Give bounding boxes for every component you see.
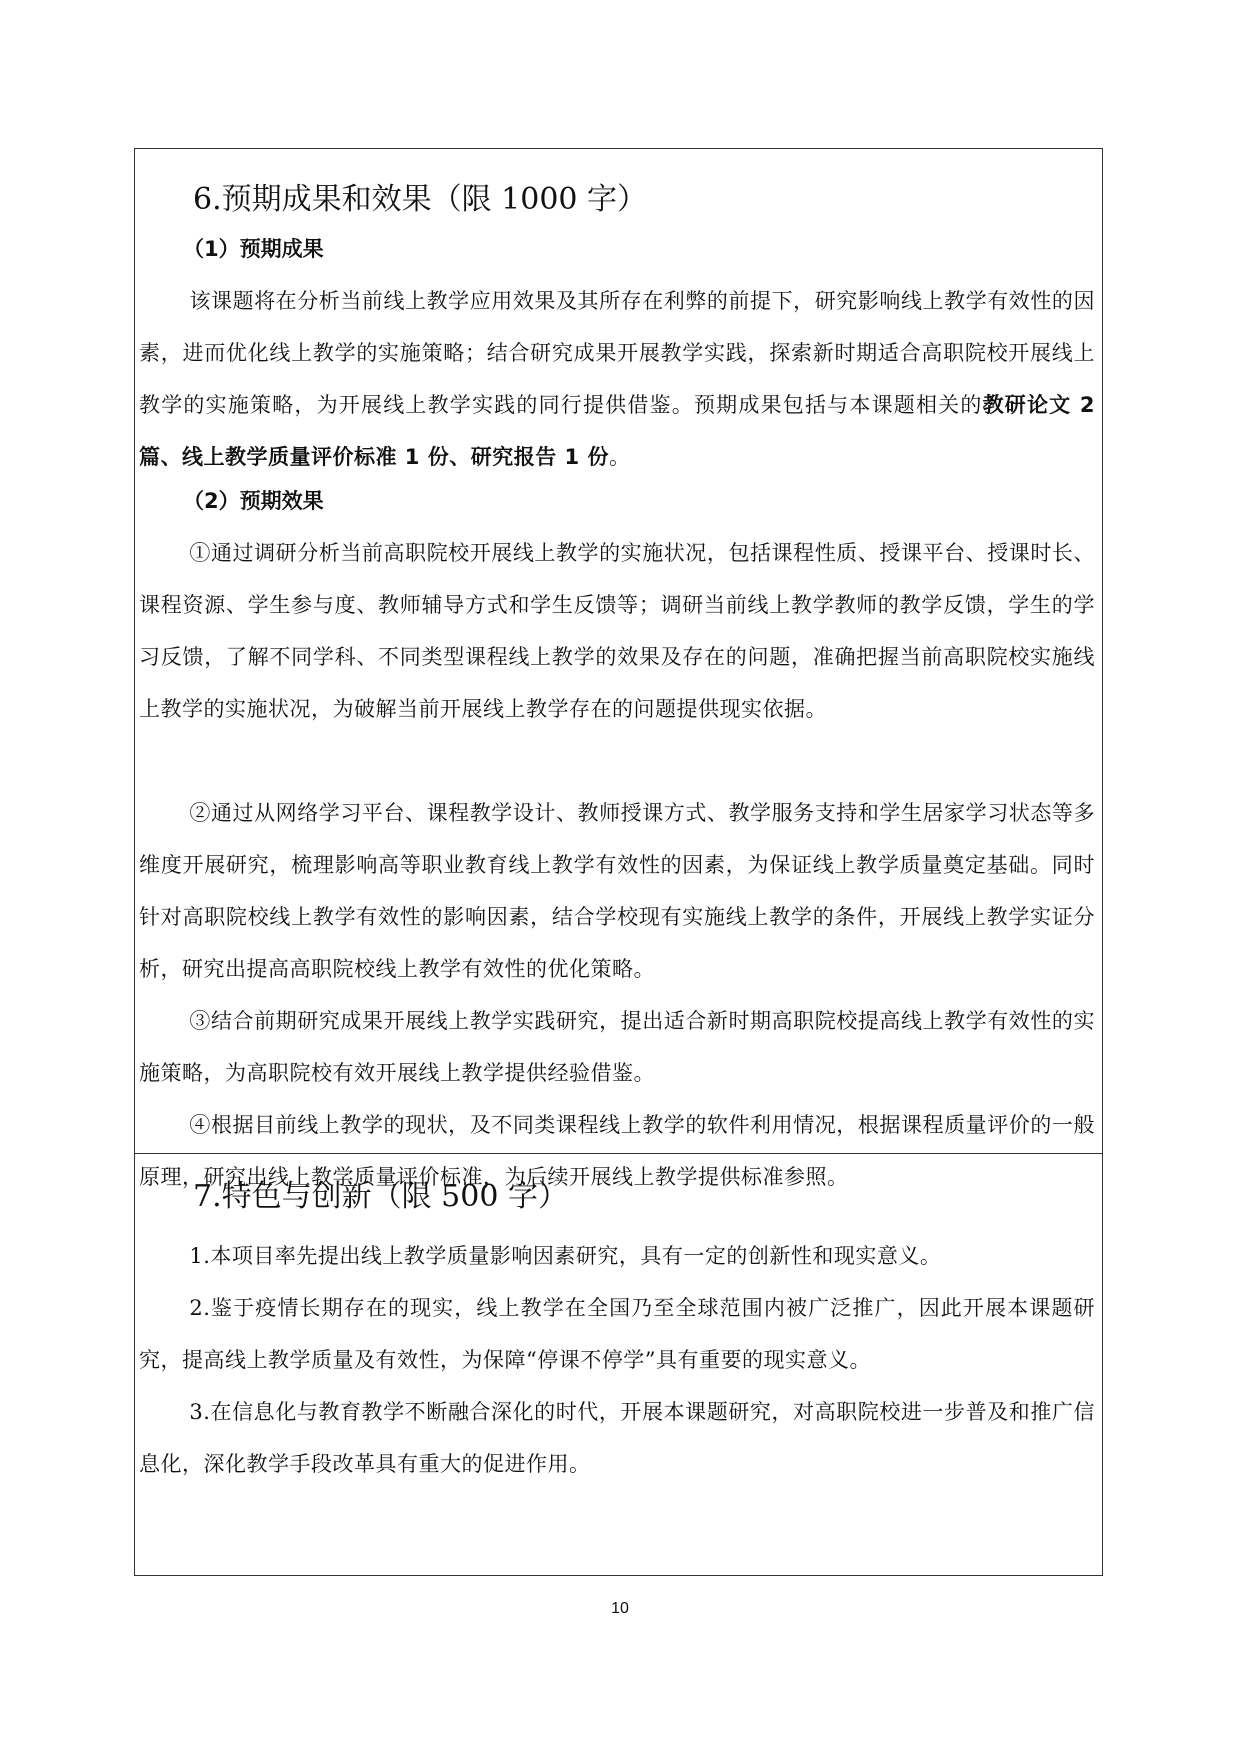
effects-paragraph-4: ④根据目前线上教学的现状，及不同类课程线上教学的软件利用情况，根据课程质量评价的一般原理，研究出线上教学质量评价标准，为后续开展线上教学提供标准参照。 xyxy=(139,1113,1095,1189)
effects-paragraph-3: ③结合前期研究成果开展线上教学实践研究，提出适合新时期高职院校提高线上教学有效性的实施策略，为高职院校有效开展线上教学提供经验借鉴。 xyxy=(139,1009,1095,1085)
innovation-item-1: 1.本项目率先提出线上教学质量影响因素研究，具有一定的创新性和现实意义。 xyxy=(189,1244,942,1268)
effects-paragraph-1: ①通过调研分析当前高职院校开展线上教学的实施状况，包括课程性质、授课平台、授课时长、课程资源、学生参与度、教师辅导方式和学生反馈等；调研当前线上教学教师的教学反馈，学生的学习反馈，了解不同学科、不同类型课程线上教学的效果及存在的问题，准确把握当前高职院校实施线上教学的实施状况，为破解当前开展线上教学存在的问题提供现实依据。 xyxy=(139,541,1095,721)
outcomes-text: 该课题将在分析当前线上教学应用效果及其所存在利弊的前提下，研究影响线上教学有效性的因素，进而优化线上教学的实施策略；结合研究成果开展教学实践，探索新时期适合高职院校开展线上教学的实施策略，为开展线上教学实践的同行提供借鉴。预期成果包括与本课题相关的 xyxy=(139,289,1095,417)
innovation-item-2: 2.鉴于疫情长期存在的现实，线上教学在全国乃至全球范围内被广泛推广，因此开展本课题研究，提高线上教学质量及有效性，为保障“停课不停学”具有重要的现实意义。 xyxy=(139,1296,1095,1372)
outcomes-text-end: 。 xyxy=(608,445,631,469)
section-features-innovation xyxy=(135,1153,1102,1575)
application-form-table xyxy=(134,148,1103,1576)
page-number: 10 xyxy=(611,1600,629,1617)
section-7-title: 7.特色与创新（限 500 字） xyxy=(193,1179,568,1214)
subsection-expected-effects: （2）预期效果 xyxy=(183,489,324,513)
expected-outcomes-paragraph xyxy=(139,275,1095,483)
innovation-item-3: 3.在信息化与教育教学不断融合深化的时代，开展本课题研究，对高职院校进一步普及和推广信息化，深化教学手段改革具有重大的促进作用。 xyxy=(139,1400,1095,1476)
section-expected-results xyxy=(135,149,1102,1189)
section-6-title: 6.预期成果和效果（限 1000 字） xyxy=(193,182,648,217)
outcomes-bold-text: 教研论文 2 篇、线上教学质量评价标准 1 份、研究报告 1 份 xyxy=(139,393,1095,469)
effects-paragraph-2: ②通过从网络学习平台、课程教学设计、教师授课方式、教学服务支持和学生居家学习状态等多维度开展研究，梳理影响高等职业教育线上教学有效性的因素，为保证线上教学质量奠定基础。同时针对高职院校线上教学有效性的影响因素，结合学校现有实施线上教学的条件，开展线上教学实证分析，研究出提高高职院校线上教学有效性的优化策略。 xyxy=(139,801,1095,981)
subsection-expected-outcomes: （1）预期成果 xyxy=(183,237,324,261)
